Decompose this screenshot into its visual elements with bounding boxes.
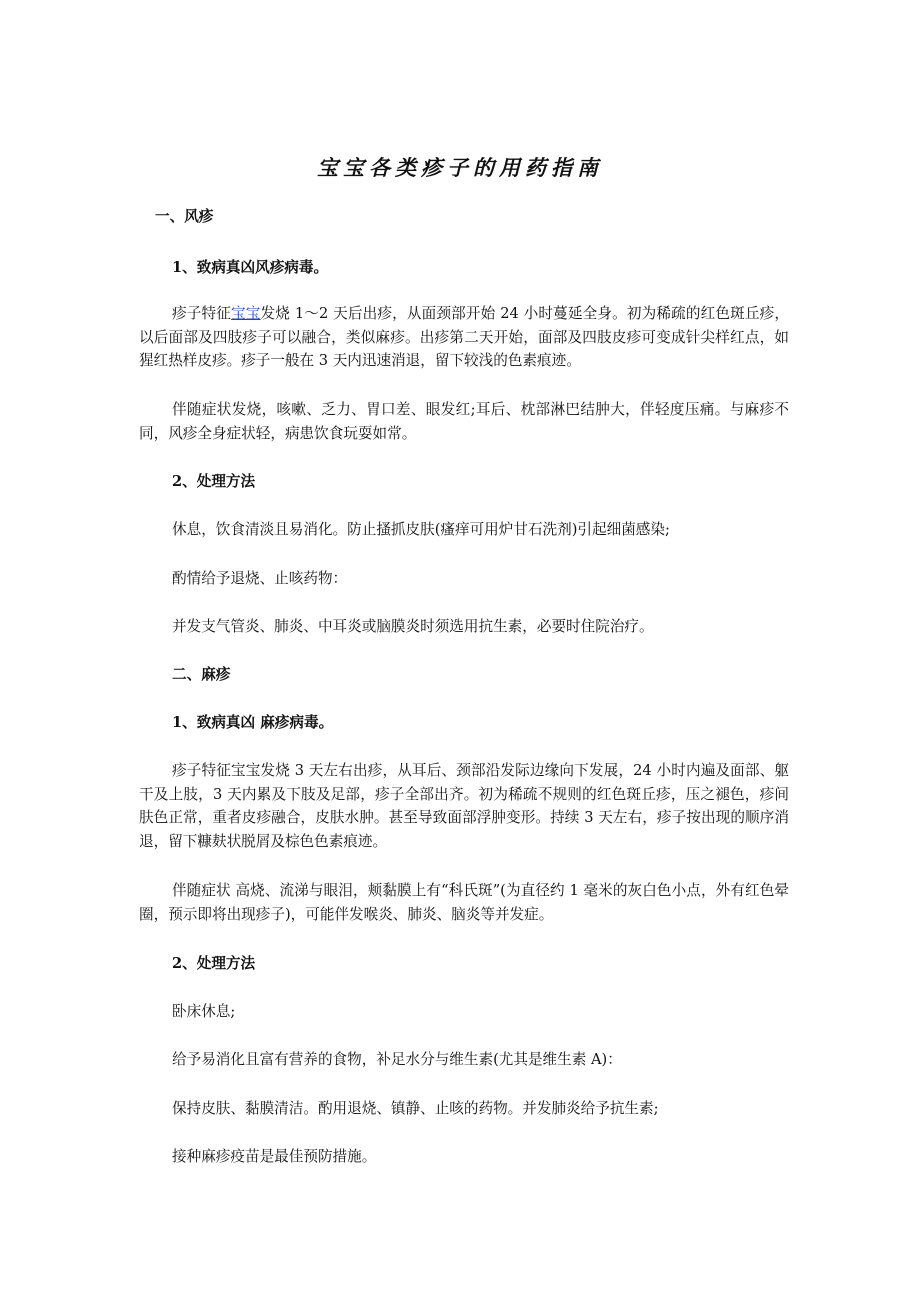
rubella-treatment-item-1: 休息，饮食清淡且易消化。防止搔抓皮肤(瘙痒可用炉甘石洗剂)引起细菌感染; bbox=[172, 521, 670, 538]
rubella-symptoms-paragraph: 伴随症状发烧，咳嗽、乏力、胃口差、眼发红;耳后、枕部淋巴结肿大，伴轻度压痛。与麻疹不同，风疹全身症状轻，病患饮食玩耍如常。 bbox=[139, 401, 789, 442]
measles-treatment-item-1: 卧床休息; bbox=[172, 1003, 236, 1020]
measles-symptoms-paragraph: 伴随症状 高烧、流涕与眼泪，颊黏膜上有“科氏斑”(为直径约 1 毫米的灰白色小点，外有红色晕圈，预示即将出现疹子)，可能伴发喉炎、肺炎、脑炎等并发症。 bbox=[139, 882, 789, 923]
measles-rash-paragraph: 疹子特征宝宝发烧 3 天左右出疹，从耳后、颈部沿发际边缘向下发展，24 小时内遍及面部、躯干及上肢，3 天内累及下肢及足部，疹子全部出齐。初为稀疏不规则的红色斑丘疹，压之褪色，疹间肤色正常，重者皮疹融合，皮肤水肿。甚至导致面部浮肿变形。持续 3 天左右，疹子按出现的顺序消退，留下糠麸状脱屑及棕色色素痕迹。 bbox=[139, 762, 789, 850]
rubella-rash-text-rest: 发烧 1～2 天后出疹，从面颈部开始 24 小时蔓延全身。初为稀疏的红色斑丘疹，以后面部及四肢疹子可以融合，类似麻疹。出疹第二天开始，面部及四肢皮疹可变成针尖样红点，如猩红热样皮疹。疹子一般在 3 天内迅速消退，留下较浅的色素痕迹。 bbox=[139, 305, 789, 369]
section-heading-rubella: 一、风疹 bbox=[155, 208, 214, 225]
measles-cause-heading: 1、致病真凶 麻疹病毒。 bbox=[172, 714, 334, 731]
measles-treatment-heading: 2、处理方法 bbox=[172, 955, 256, 972]
measles-treatment-item-3: 保持皮肤、黏膜清洁。酌用退烧、镇静、止咳的药物。并发肺炎给予抗生素; bbox=[172, 1100, 659, 1117]
measles-treatment-item-4: 接种麻疹疫苗是最佳预防措施。 bbox=[172, 1148, 377, 1165]
page-title: 宝宝各类疹子的用药指南 bbox=[317, 155, 603, 180]
rubella-rash-paragraph bbox=[139, 302, 789, 373]
rubella-cause-heading: 1、致病真凶风疹病毒。 bbox=[172, 259, 329, 276]
baby-link[interactable]: 宝宝 bbox=[231, 305, 261, 322]
rubella-rash-text-start: 疹子特征 bbox=[172, 305, 232, 322]
rubella-treatment-heading: 2、处理方法 bbox=[172, 473, 256, 490]
section-heading-measles: 二、麻疹 bbox=[172, 666, 231, 683]
measles-treatment-item-2: 给予易消化且富有营养的食物，补足水分与维生素(尤其是维生素 A)： bbox=[172, 1051, 622, 1068]
rubella-treatment-item-3: 并发支气管炎、肺炎、中耳炎或脑膜炎时须选用抗生素，必要时住院治疗。 bbox=[172, 618, 654, 635]
rubella-treatment-item-2: 酌情给予退烧、止咳药物： bbox=[172, 570, 348, 587]
